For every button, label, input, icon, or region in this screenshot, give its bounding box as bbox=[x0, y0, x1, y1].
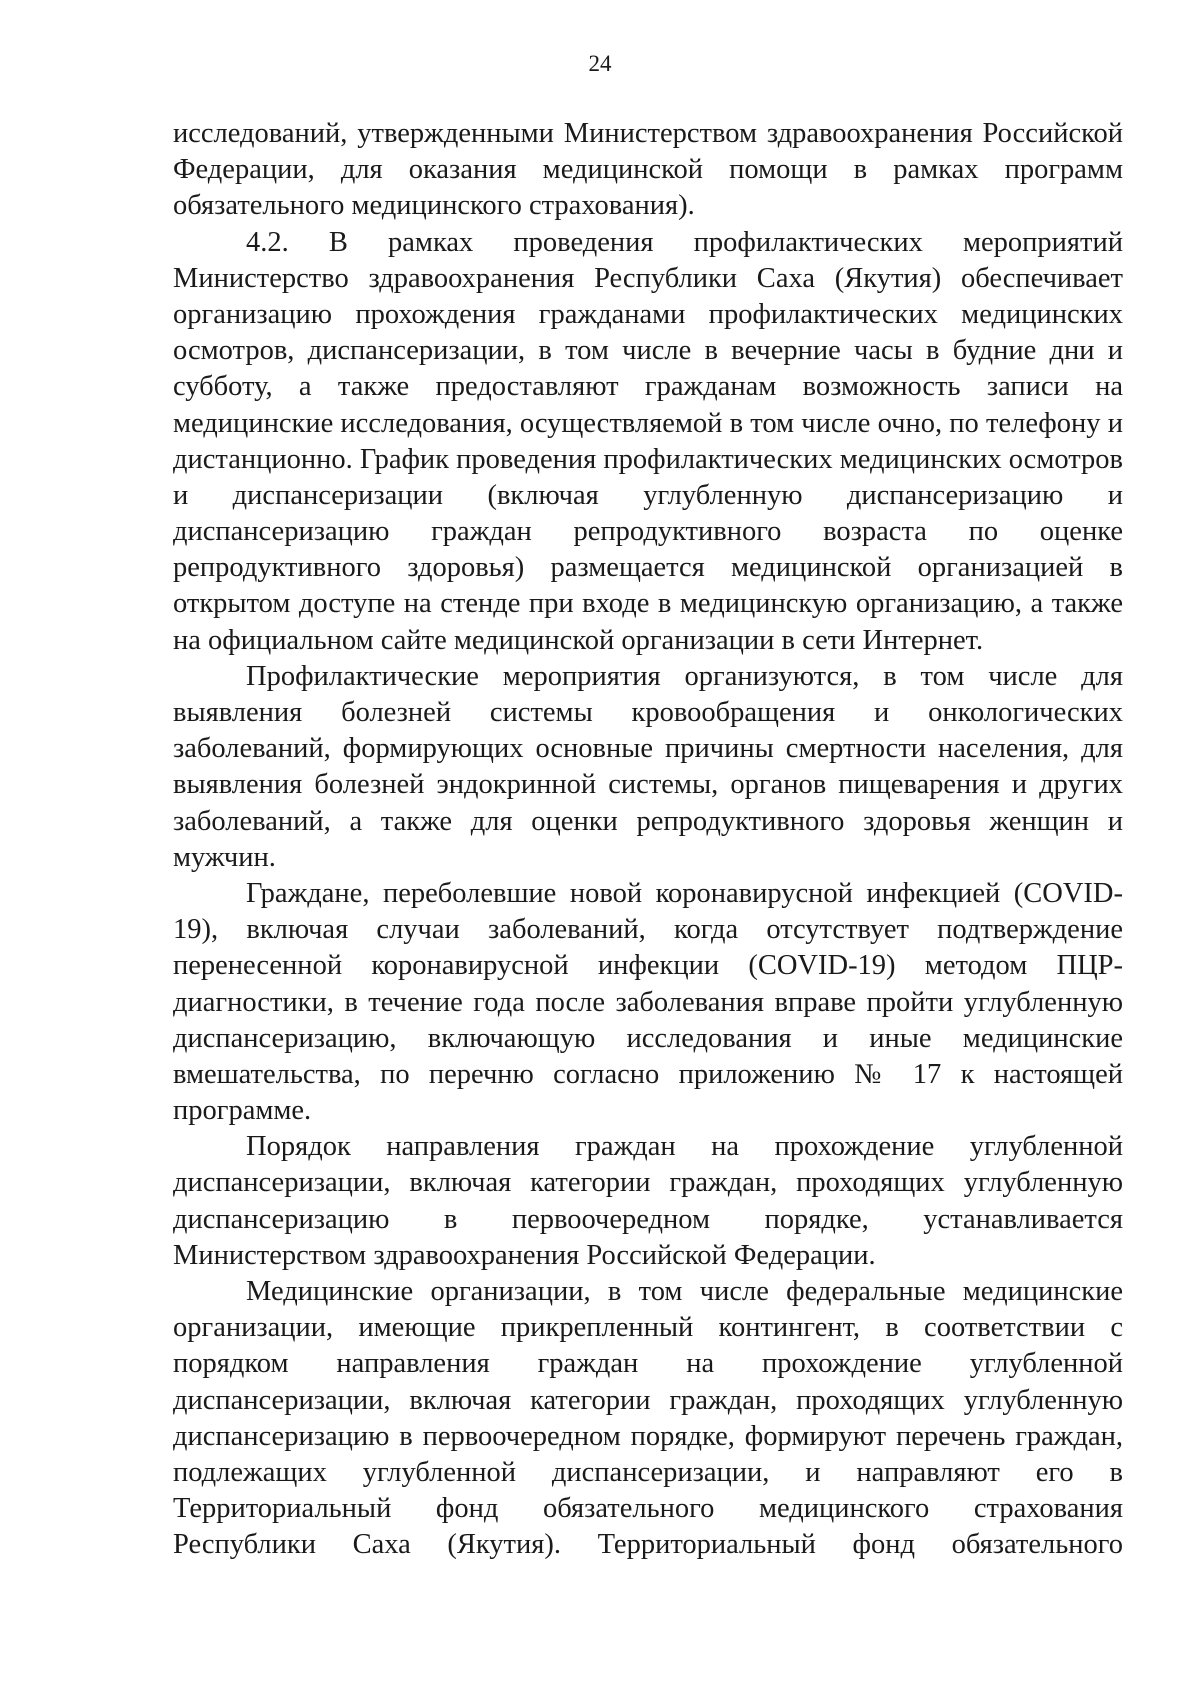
text-line: диспансеризации, включая категории граждан, проходящих углубленную bbox=[173, 1384, 1123, 1416]
text-line: медицинские исследования, осуществляемой в том числе очно, по телефону и bbox=[173, 407, 1123, 439]
paragraph-first-line: Порядок направления граждан на прохождение углубленной bbox=[246, 1131, 1123, 1163]
text-line: программе. bbox=[173, 1095, 312, 1127]
paragraph-first-line: Граждане, переболевшие новой коронавирусной инфекцией (COVID- bbox=[246, 877, 1123, 909]
text-line: заболеваний, формирующих основные причины смертности населения, для bbox=[173, 733, 1123, 765]
text-line: диспансеризацию, включающую исследования и иные медицинские bbox=[173, 1022, 1123, 1054]
text-line: на официальном сайте медицинской организации в сети Интернет. bbox=[173, 624, 984, 656]
text-line: исследований, утвержденными Министерством здравоохранения Российской bbox=[173, 118, 1123, 149]
page-number: 24 bbox=[588, 51, 612, 76]
text-line: Министерство здравоохранения Республики Саха (Якутия) обеспечивает bbox=[173, 262, 1123, 294]
paragraph-first-line: Профилактические мероприятия организуются, в том числе для bbox=[246, 660, 1123, 692]
text-line: диспансеризации, включая категории граждан, проходящих углубленную bbox=[173, 1167, 1123, 1199]
text-line: дистанционно. График проведения профилактических медицинских осмотров bbox=[173, 443, 1123, 475]
text-line: Федерации, для оказания медицинской помощи в рамках программ bbox=[173, 154, 1123, 186]
text-line: и диспансеризации (включая углубленную диспансеризацию и bbox=[173, 479, 1123, 511]
text-line: Республики Саха (Якутия). Территориальный фонд обязательного bbox=[173, 1529, 1123, 1561]
text-line: осмотров, диспансеризации, в том числе в вечерние часы в будние дни и bbox=[173, 335, 1123, 367]
text-line: выявления болезней эндокринной системы, органов пищеварения и других bbox=[173, 769, 1123, 801]
text-line: диспансеризацию в первоочередном порядке, формируют перечень граждан, bbox=[173, 1420, 1123, 1452]
text-line: заболеваний, а также для оценки репродуктивного здоровья женщин и bbox=[173, 805, 1123, 837]
text-line: диспансеризацию граждан репродуктивного возраста по оценке bbox=[173, 516, 1123, 548]
text-line: диспансеризацию в первоочередном порядке, устанавливается bbox=[173, 1203, 1123, 1235]
text-line: Территориальный фонд обязательного медицинского страхования bbox=[173, 1493, 1123, 1525]
paragraph-first-line: 4.2. В рамках проведения профилактических мероприятий bbox=[246, 226, 1123, 258]
text-line: выявления болезней системы кровообращения и онкологических bbox=[173, 697, 1123, 728]
text-line: субботу, а также предоставляют гражданам возможность записи на bbox=[173, 371, 1123, 403]
text-line: организации, имеющие прикрепленный контингент, в соответствии с bbox=[173, 1312, 1123, 1344]
text-line: обязательного медицинского страхования). bbox=[173, 190, 695, 222]
text-line: подлежащих углубленной диспансеризации, и направляют его в bbox=[173, 1456, 1123, 1488]
text-line: мужчин. bbox=[173, 841, 276, 873]
text-line: 19), включая случаи заболеваний, когда отсутствует подтверждение bbox=[173, 914, 1123, 946]
text-line: перенесенной коронавирусной инфекции (COVID-19) методом ПЦР- bbox=[173, 950, 1123, 982]
document-body bbox=[173, 116, 1123, 1564]
text-line: Министерством здравоохранения Российской Федерации. bbox=[173, 1239, 876, 1271]
text-line: открытом доступе на стенде при входе в медицинскую организацию, а также bbox=[173, 588, 1123, 620]
text-line: репродуктивного здоровья) размещается медицинской организацией в bbox=[173, 552, 1123, 584]
text-line: диагностики, в течение года после заболевания вправе пройти углубленную bbox=[173, 986, 1123, 1018]
text-line: порядком направления граждан на прохождение углубленной bbox=[173, 1348, 1123, 1380]
paragraph-first-line: Медицинские организации, в том числе федеральные медицинские bbox=[246, 1276, 1123, 1307]
text-line: вмешательства, по перечню согласно приложению № 17 к настоящей bbox=[173, 1058, 1123, 1090]
text-line: организацию прохождения гражданами профилактических медицинских bbox=[173, 298, 1123, 330]
